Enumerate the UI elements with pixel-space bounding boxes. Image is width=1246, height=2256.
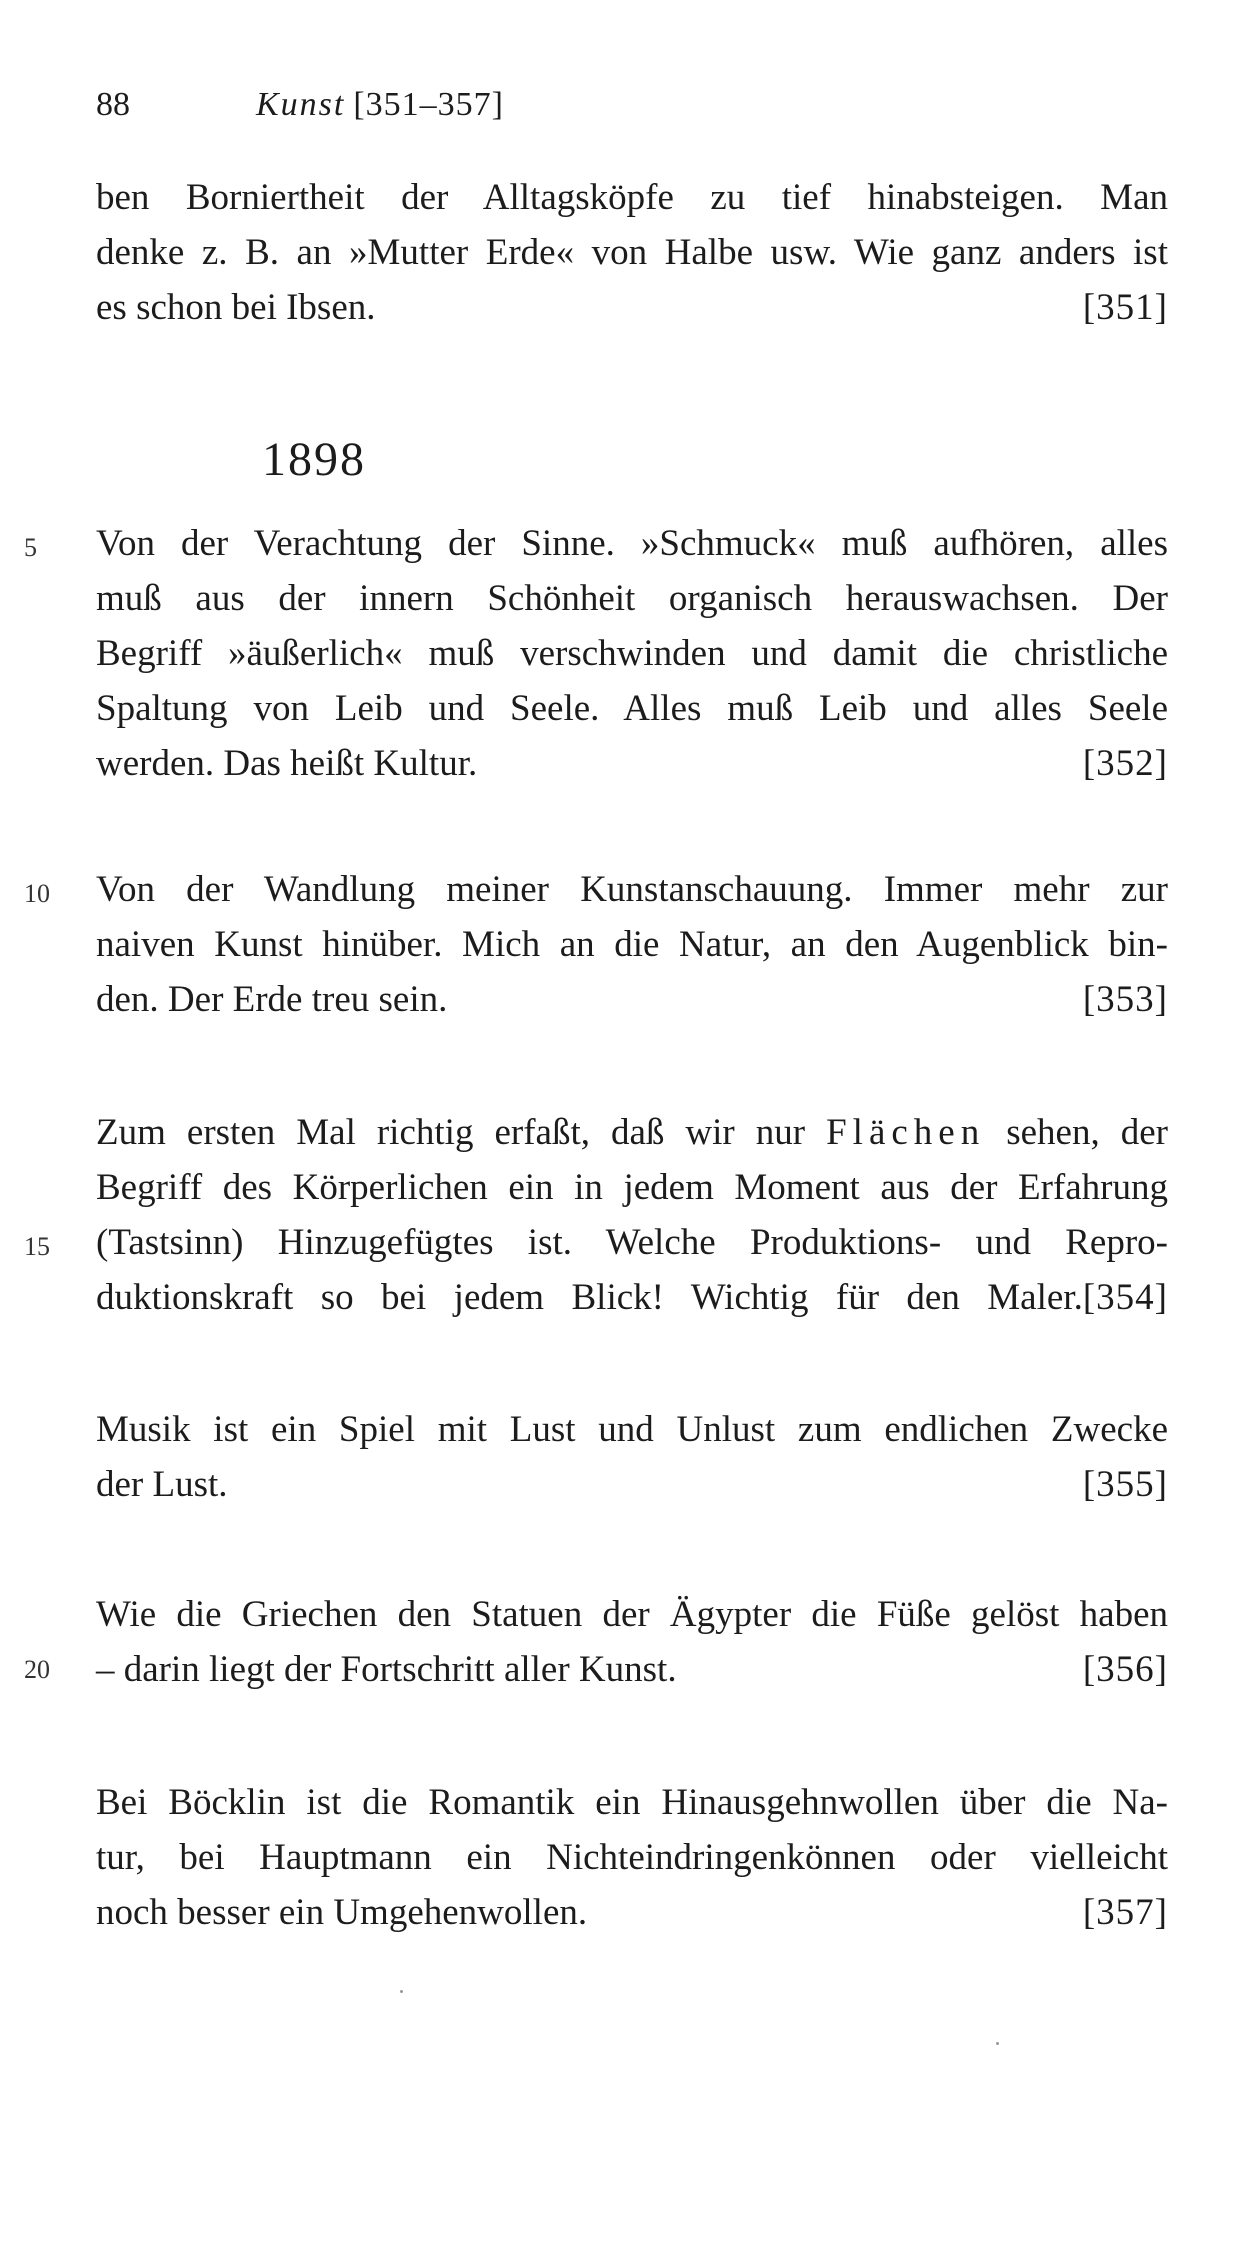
line-number-5: 5 [24,533,37,562]
entry-353 [96,862,1168,1027]
text-line-content: – darin liegt der Fortschritt aller Kunst. [96,1649,677,1690]
text-line-last [96,1642,1168,1697]
text-line-last [96,1270,1168,1325]
line-number-15: 15 [24,1232,50,1261]
text-line: muß aus der innern Schönheit organisch herauswachsen. Der [96,578,1168,619]
text-line: Spaltung von Leib und Seele. Alles muß Leib und alles Seele [96,688,1168,729]
entry-355 [96,1402,1168,1512]
text-line: denke z. B. an »Mutter Erde« von Halbe usw. Wie ganz anders ist [96,232,1168,273]
text-line-last [96,280,1168,335]
entry-number: [354] [1082,1277,1168,1318]
text-line-content: duktionskraft so bei jedem Blick! Wichtig für den Maler. [96,1277,1083,1318]
text-line: Begriff des Körperlichen ein in jedem Moment aus der Erfahrung [96,1167,1168,1208]
text-line-last [96,1457,1168,1512]
entry-range: [351–357] [353,86,505,123]
text-line-content: noch besser ein Umgehenwollen. [96,1892,588,1933]
text-line: ben Borniertheit der Alltagsköpfe zu tief hinabsteigen. Man [96,177,1168,218]
text-line: (Tastsinn) Hinzugefügtes ist. Welche Produktions- und Repro- [96,1222,1168,1263]
entry-357 [96,1775,1168,1940]
entry-number: [357] [1082,1892,1168,1933]
text-line-content: der Lust. [96,1464,228,1505]
text-line: Begriff »äußerlich« muß verschwinden und damit die christliche [96,633,1168,674]
entry-number: [356] [1082,1649,1168,1690]
text-line-content: den. Der Erde treu sein. [96,979,448,1020]
entry-number: [352] [1082,743,1168,784]
entry-351 [96,170,1168,335]
text-line: Wie die Griechen den Statuen der Ägypter die Füße gelöst haben [96,1594,1168,1635]
entry-number: [351] [1082,287,1168,328]
text-line: Bei Böcklin ist die Romantik ein Hinausgehnwollen über die Na- [96,1782,1168,1823]
scan-speck [996,2042,999,2045]
text-line-last [96,972,1168,1027]
text-line: Von der Verachtung der Sinne. »Schmuck« muß aufhören, alles [96,523,1168,564]
running-title [256,80,504,130]
text-line: Musik ist ein Spiel mit Lust und Unlust zum endlichen Zwecke [96,1409,1168,1450]
text-line: Zum ersten Mal richtig erfaßt, daß wir nur Flächen sehen, der [96,1112,1168,1153]
line-number-20: 20 [24,1655,50,1684]
entry-352 [96,516,1168,791]
text-line: tur, bei Hauptmann ein Nichteindringenkönnen oder vielleicht [96,1837,1168,1878]
section-title: Kunst [256,86,346,123]
text-line-content: es schon bei Ibsen. [96,287,376,328]
text-line-last [96,736,1168,791]
year-heading: 1898 [262,433,366,486]
scan-speck [400,1990,403,1993]
page-number: 88 [96,86,130,123]
line-number-10: 10 [24,879,50,908]
text-line-last [96,1885,1168,1940]
text-line: naiven Kunst hinüber. Mich an die Natur, an den Augenblick bin- [96,924,1168,965]
entry-number: [353] [1082,979,1168,1020]
text-line: Von der Wandlung meiner Kunstanschauung. Immer mehr zur [96,869,1168,910]
entry-number: [355] [1082,1464,1168,1505]
entry-356 [96,1587,1168,1697]
text-line-content: werden. Das heißt Kultur. [96,743,478,784]
entry-354 [96,1105,1168,1325]
